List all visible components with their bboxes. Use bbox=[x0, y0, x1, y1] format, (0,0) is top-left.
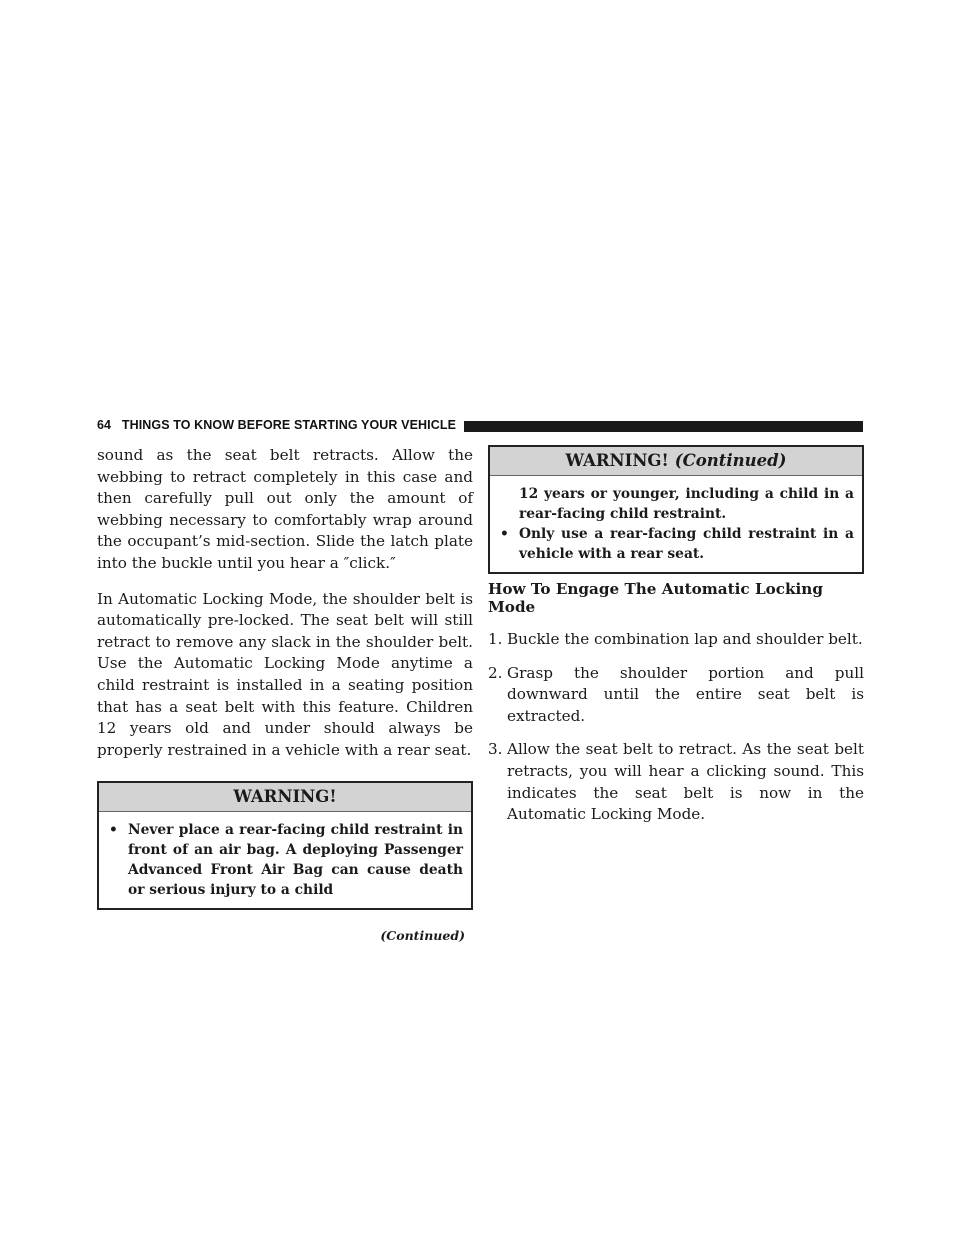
warning-continued-suffix: (Continued) bbox=[674, 451, 787, 470]
warning-body bbox=[490, 476, 862, 572]
left-column bbox=[97, 445, 473, 943]
paragraph: sound as the seat belt retracts. Allow the webbing to retract completely in this case and then carefully pull out only the amount of webbing necessary to comfortably wrap around the occupant’s mid-section. Slide the latch plate into the buckle until you hear a ″click.″ bbox=[97, 446, 473, 572]
header-rule bbox=[464, 421, 863, 432]
step-item bbox=[488, 739, 864, 825]
step-text: Allow the seat belt to retract. As the seat belt retracts, you will hear a clicking sound. This indicates the seat belt is now in the Automatic Locking Mode. bbox=[507, 740, 864, 824]
right-column bbox=[488, 445, 864, 838]
step-item bbox=[488, 663, 864, 728]
warning-bullet: • Never place a rear-facing child restraint in front of an air bag. A deploying Passenger Advanced Front Air Bag can cause death or serious injury to a child bbox=[109, 822, 463, 899]
paragraph: In Automatic Locking Mode, the shoulder belt is automatically pre-locked. The seat belt will still retract to remove any slack in the shoulder belt. Use the Automatic Locking Mode anytime a child restraint is installed in a seating position that has a seat belt with this feature. Children 12 years old and under should always be properly restrained in a vehicle with a rear seat. bbox=[97, 589, 473, 759]
step-number: 3. bbox=[488, 740, 503, 759]
page-number: 64 bbox=[97, 418, 112, 432]
section-subheading: How To Engage The Automatic Locking Mode bbox=[488, 580, 823, 616]
step-text: Buckle the combination lap and shoulder belt. bbox=[507, 630, 863, 648]
step-number: 2. bbox=[488, 663, 503, 682]
warning-box bbox=[97, 781, 473, 910]
step-number: 1. bbox=[488, 630, 503, 648]
step-text: Grasp the shoulder portion and pull downward until the entire seat belt is extracted. bbox=[507, 663, 864, 725]
step-item bbox=[488, 629, 864, 651]
continued-label: (Continued) bbox=[380, 928, 465, 944]
header-text bbox=[97, 418, 456, 432]
bullet-icon: • bbox=[109, 822, 118, 839]
warning-title: WARNING! bbox=[99, 783, 471, 812]
section-title: THINGS TO KNOW BEFORE STARTING YOUR VEHICLE bbox=[121, 418, 457, 432]
warning-body bbox=[99, 812, 471, 908]
bullet-icon: • bbox=[500, 526, 509, 542]
warning-continuation-text: 12 years or younger, including a child in a rear-facing child restraint. bbox=[519, 486, 854, 522]
page-header bbox=[97, 418, 863, 434]
warning-bullet: • Only use a rear-facing child restraint in a vehicle with a rear seat. bbox=[500, 526, 854, 562]
warning-title: WARNING! (Continued) bbox=[490, 447, 862, 476]
warning-box-continued bbox=[488, 445, 864, 574]
